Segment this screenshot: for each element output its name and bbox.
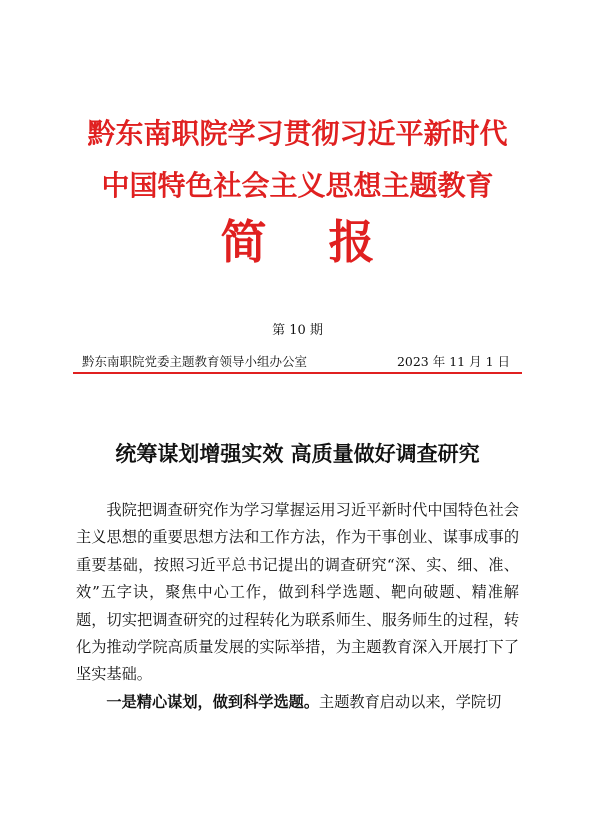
body-paragraph-1: 我院把调查研究作为学习掌握运用习近平新时代中国特色社会主义思想的重要思想方法和工作方法，作为干事创业、谋事成事的重要基础，按照习近平总书记提出的调查研究“深、实、细、准、效”五字诀，聚焦中心工作，做到科学选题、靶向破题、精准解题，切实把调查研究的过程转化为联系师生、服务师生的过程，转化为推动学院高质量发展的实际举措，为主题教育深入开展打下了坚实基础。 bbox=[76, 501, 519, 684]
article-body bbox=[76, 497, 519, 716]
body-paragraph-2 bbox=[76, 689, 519, 716]
masthead-title-char-2: 报 bbox=[328, 215, 375, 269]
masthead-title-char-1: 简 bbox=[220, 215, 267, 269]
masthead-title bbox=[0, 206, 595, 272]
masthead-line-2: 中国特色社会主义思想主题教育 bbox=[101, 169, 494, 202]
article-headline: 统筹谋划增强实效 高质量做好调查研究 bbox=[115, 441, 480, 466]
issuing-office: 黔东南职院党委主题教育领导小组办公室 bbox=[82, 354, 308, 369]
issue-number: 第 10 期 bbox=[272, 323, 323, 338]
paragraph-2-lead: 一是精心谋划，做到科学选题。 bbox=[106, 692, 320, 711]
red-divider-rule bbox=[73, 372, 522, 374]
masthead-line-1: 黔东南职院学习贯彻习近平新时代 bbox=[87, 117, 508, 150]
issue-date: 2023 年 11 月 1 日 bbox=[396, 354, 510, 369]
paragraph-2-text: 主题教育启动以来，学院切 bbox=[319, 692, 502, 711]
